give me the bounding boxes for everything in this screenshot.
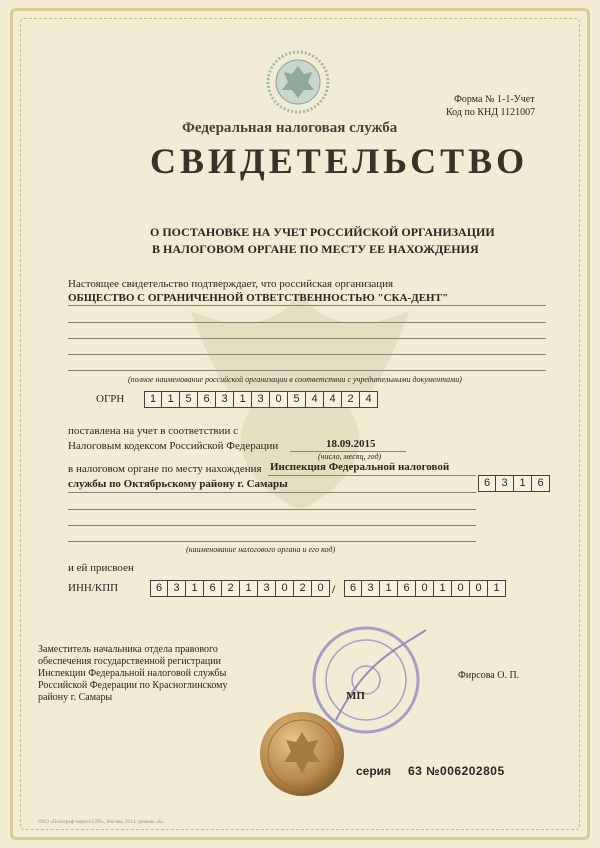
inn-digit: 3: [168, 580, 186, 597]
registered-line2: Налоговым кодексом Российской Федерации: [68, 440, 279, 452]
ogrn-label: ОГРН: [96, 393, 125, 405]
org-line: [68, 305, 546, 306]
ogrn-digit: 1: [144, 391, 162, 408]
tax-code-digit: 6: [532, 475, 550, 492]
ogrn-digit: 4: [306, 391, 324, 408]
inn-digit: 6: [204, 580, 222, 597]
tax-office-line: [268, 475, 476, 476]
emblem-icon: [266, 50, 330, 114]
ogrn-digit: 5: [180, 391, 198, 408]
inn-digits: [150, 580, 330, 597]
serial-label: серия: [356, 764, 392, 778]
inn-kpp-label: ИНН/КПП: [68, 582, 119, 594]
kpp-digits: [344, 580, 506, 597]
signer-name: Фирсова О. П.: [458, 670, 520, 681]
inn-digit: 2: [222, 580, 240, 597]
ogrn-digit: 0: [270, 391, 288, 408]
subtitle-line2: В НАЛОГОВОМ ОРГАНЕ ПО МЕСТУ ЕЕ НАХОЖДЕНИЯ: [152, 242, 479, 256]
inn-digit: 0: [276, 580, 294, 597]
serial-number: 63 №006202805: [408, 764, 505, 778]
mp-label: МП: [346, 690, 365, 702]
date-caption: (число, месяц, год): [318, 452, 382, 461]
ogrn-digit: 2: [342, 391, 360, 408]
ogrn-digit: 1: [162, 391, 180, 408]
ogrn-digit: 3: [252, 391, 270, 408]
inn-digit: 1: [186, 580, 204, 597]
kpp-digit: 0: [452, 580, 470, 597]
location-text: в налоговом органе по месту нахождения: [68, 463, 262, 475]
knd-code: Код по КНД 1121007: [446, 107, 536, 118]
kpp-digit: 3: [362, 580, 380, 597]
assigned-text: и ей присвоен: [68, 562, 134, 574]
tax-office-line2: службы по Октябрьскому району г. Самары: [68, 478, 288, 490]
tax-office-line: [68, 509, 476, 510]
form-number: Форма № 1-1-Учет: [454, 94, 535, 105]
tax-office-code: [478, 475, 550, 492]
org-line: [68, 322, 546, 323]
inn-kpp-separator: /: [332, 582, 336, 596]
registered-line1: поставлена на учет в соответствии с: [68, 425, 239, 437]
org-line: [68, 370, 546, 371]
ogrn-digit: 5: [288, 391, 306, 408]
ogrn-digit: 4: [324, 391, 342, 408]
document-title: СВИДЕТЕЛЬСТВО: [150, 141, 529, 181]
kpp-digit: 1: [488, 580, 506, 597]
confirm-text: Настоящее свидетельство подтверждает, что российская организация: [68, 278, 394, 290]
ogrn-digits: [144, 391, 378, 408]
tax-office-line: [68, 541, 476, 542]
ogrn-digit: 1: [234, 391, 252, 408]
registration-date: 18.09.2015: [326, 438, 376, 450]
tax-office-line1: Инспекция Федеральной налоговой: [270, 461, 450, 473]
tax-office-line: [68, 525, 476, 526]
org-caption: (полное наименование российской организации в соответствии с учредительными документами): [128, 375, 462, 384]
subtitle-line1: О ПОСТАНОВКЕ НА УЧЕТ РОССИЙСКОЙ ОРГАНИЗАЦИИ: [150, 225, 495, 239]
signer-position-line2: обеспечения государственной регистрации: [38, 656, 221, 667]
ogrn-digit: 4: [360, 391, 378, 408]
ogrn-digit: 6: [198, 391, 216, 408]
signer-position-line1: Заместитель начальника отдела правового: [38, 644, 218, 655]
kpp-digit: 0: [470, 580, 488, 597]
kpp-digit: 6: [398, 580, 416, 597]
signer-position-line3: Инспекции Федеральной налоговой службы: [38, 668, 227, 679]
kpp-digit: 1: [380, 580, 398, 597]
org-line: [68, 354, 546, 355]
inn-digit: 6: [150, 580, 168, 597]
inn-digit: 2: [294, 580, 312, 597]
tax-office-caption: (наименование налогового органа и его код): [186, 545, 336, 554]
tax-office-line: [68, 492, 476, 493]
inn-digit: 1: [240, 580, 258, 597]
kpp-digit: 6: [344, 580, 362, 597]
kpp-digit: 0: [416, 580, 434, 597]
gold-seal-icon: [258, 710, 346, 798]
tax-code-digit: 6: [478, 475, 496, 492]
tax-code-digit: 1: [514, 475, 532, 492]
kpp-digit: 1: [434, 580, 452, 597]
inn-digit: 0: [312, 580, 330, 597]
signer-position-line5: району г. Самары: [38, 692, 113, 703]
signer-position-line4: Российской Федерации по Красноглинскому: [38, 680, 228, 691]
tax-code-digit: 3: [496, 475, 514, 492]
org-name: ОБЩЕСТВО С ОГРАНИЧЕННОЙ ОТВЕТСТВЕННОСТЬЮ "СКА-ДЕНТ": [68, 292, 449, 304]
org-line: [68, 338, 546, 339]
inn-digit: 3: [258, 580, 276, 597]
ogrn-digit: 3: [216, 391, 234, 408]
service-name: Федеральная налоговая служба: [182, 120, 398, 136]
printer-footer: ООО «Полиграф-защита СПб», Москва, 2014, уровень «Б»: [38, 820, 164, 825]
